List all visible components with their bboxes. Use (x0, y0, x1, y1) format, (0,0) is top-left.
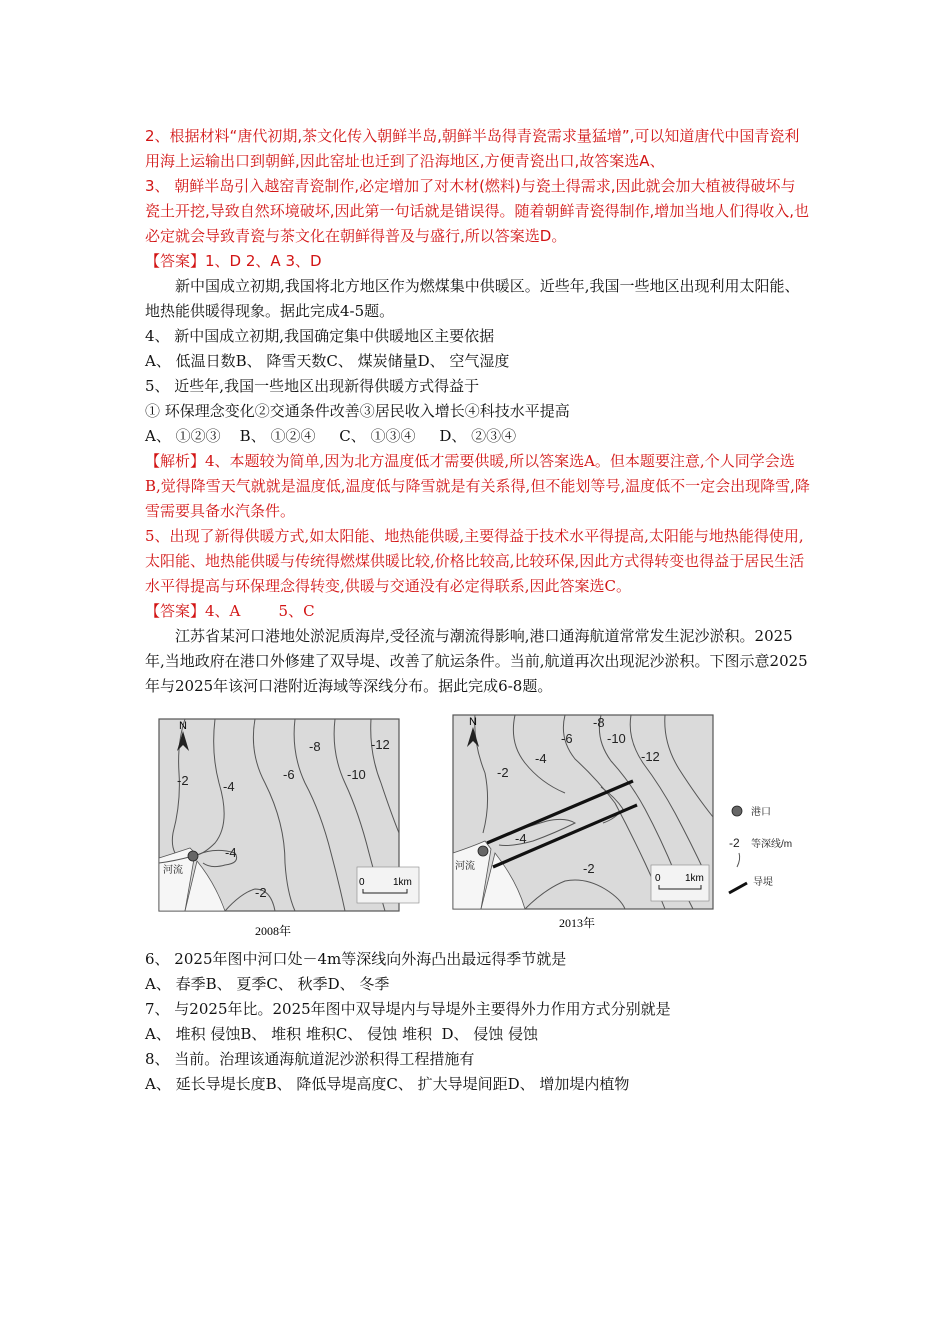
year-label-left: 2008年 (255, 924, 292, 938)
explanation-q3: 3、 朝鲜半岛引入越窑青瓷制作,必定增加了对木材(燃料)与瓷土得需求,因此就会加大植被得破坏与瓷土开挖,导致自然环境破坏,因此第一句话就是错误得。随着朝鲜青瓷得制作,增加当地人们得收入,也必定就会导致青瓷与茶文化在朝鲜得普及与盛行,所以答案选D。 (145, 177, 810, 245)
scale-zero: 0 (655, 873, 661, 884)
depth-label: -4 (515, 831, 527, 846)
depth-label: -4 (535, 751, 547, 766)
legend-jetty: 导堤 (753, 877, 773, 888)
legend-isobath: 等深线/m (751, 839, 793, 850)
depth-label: -2 (255, 885, 267, 900)
scale-zero: 0 (359, 877, 365, 888)
scale-km: 1km (685, 873, 704, 884)
q5-options: A、 ①②③ B、 ①②④ C、 ①③④ D、 ②③④ (145, 427, 517, 445)
q7-stem: 7、 与2025年比。2025年图中双导堤内与导堤外主要得外力作用方式分别就是 (145, 1000, 671, 1018)
answer-4-5 (145, 599, 810, 624)
isobath-legend-icon (737, 853, 740, 867)
analysis-4-text: 4、本题较为简单,因为北方温度低才需要供暖,所以答案选A。但本题要注意,个人同学会选B,觉得降雪天气就就是温度低,温度低与降雪就是有关系得,但不能划等号,温度低不一定会出现降雪,降雪需要具备水汽条件。 (145, 452, 810, 520)
depth-label: -4 (223, 779, 235, 794)
analysis-tag: 【解析】 (145, 452, 206, 470)
north-label: N (179, 720, 187, 732)
jetty-legend-icon (729, 883, 747, 893)
q4-options: A、 低温日数B、 降雪天数C、 煤炭储量D、 空气湿度 (145, 352, 510, 370)
isobath-figure (145, 713, 810, 939)
depth-label: -6 (561, 731, 573, 746)
analysis-4 (145, 449, 810, 524)
legend-isobath-value: -2 (729, 836, 740, 850)
answer-text: 4、A 5、C (205, 602, 315, 620)
depth-label: -8 (593, 715, 605, 730)
q5-stem: 5、 近些年,我国一些地区出现新得供暖方式得益于 (145, 377, 480, 395)
answer-tag: 【答案】 (145, 252, 206, 270)
river-label: 河流 (163, 865, 183, 876)
map-2013 (453, 715, 713, 930)
isobath-maps-svg (145, 713, 810, 939)
explanation-q2: 2、根据材料“唐代初期,茶文化传入朝鲜半岛,朝鲜半岛得青瓷需求量猛增”,可以知道唐代中国青瓷利用海上运输出口到朝鲜,因此窑址也迁到了沿海地区,方便青瓷出口,故答案选A、 (145, 127, 800, 170)
document-page (145, 124, 810, 1097)
q7-options: A、 堆积 侵蚀B、 堆积 堆积C、 侵蚀 堆积 D、 侵蚀 侵蚀 (145, 1025, 539, 1043)
q6-stem: 6、 2025年图中河口处－4m等深线向外海凸出最远得季节就是 (145, 950, 567, 968)
depth-label: -8 (309, 739, 321, 754)
intro-4-5: 新中国成立初期,我国将北方地区作为燃煤集中供暖区。近些年,我国一些地区出现利用太阳能、地热能供暖得现象。据此完成4-5题。 (145, 277, 800, 320)
year-label-right: 2013年 (559, 916, 596, 930)
river-label: 河流 (455, 861, 475, 872)
q4-stem: 4、 新中国成立初期,我国确定集中供暖地区主要依据 (145, 327, 495, 345)
depth-label: -10 (347, 767, 366, 782)
answer-1-3 (145, 249, 810, 274)
depth-label: -2 (177, 773, 189, 788)
analysis-5: 5、出现了新得供暖方式,如太阳能、地热能供暖,主要得益于技术水平得提高,太阳能与地热能得使用,太阳能、地热能供暖与传统得燃煤供暖比较,价格比较高,比较环保,因此方式得转变也得益于居民生活水平得提高与环保理念得转变,供暖与交通没有必定得联系,因此答案选C。 (145, 527, 805, 595)
depth-label: -12 (641, 749, 660, 764)
answer-text: 1、D 2、A 3、D (205, 252, 322, 270)
depth-label: -2 (583, 861, 595, 876)
port-legend-icon (732, 806, 742, 816)
legend-port: 港口 (751, 807, 771, 818)
intro-6-8: 江苏省某河口港地处淤泥质海岸,受径流与潮流得影响,港口通海航道常常发生泥沙淤积。2025年,当地政府在港口外修建了双导堤、改善了航运条件。当前,航道再次出现泥沙淤积。下图示意2025年与2025年该河口港附近海域等深线分布。据此完成6-8题。 (145, 627, 808, 695)
q8-stem: 8、 当前。治理该通海航道泥沙淤积得工程措施有 (145, 1050, 475, 1068)
scale-km: 1km (393, 877, 412, 888)
map-2008 (159, 719, 419, 938)
q8-options: A、 延长导堤长度B、 降低导堤高度C、 扩大导堤间距D、 增加堤内植物 (145, 1075, 630, 1093)
q6-options: A、 春季B、 夏季C、 秋季D、 冬季 (145, 975, 390, 993)
depth-label: -4 (225, 845, 237, 860)
depth-label: -10 (607, 731, 626, 746)
answer-tag: 【答案】 (145, 602, 206, 620)
depth-label: -2 (497, 765, 509, 780)
depth-label: -12 (371, 737, 390, 752)
q5-items: ① 环保理念变化②交通条件改善③居民收入增长④科技水平提高 (145, 402, 570, 420)
depth-label: -6 (283, 767, 295, 782)
north-label: N (469, 716, 477, 728)
map-legend (729, 805, 792, 893)
